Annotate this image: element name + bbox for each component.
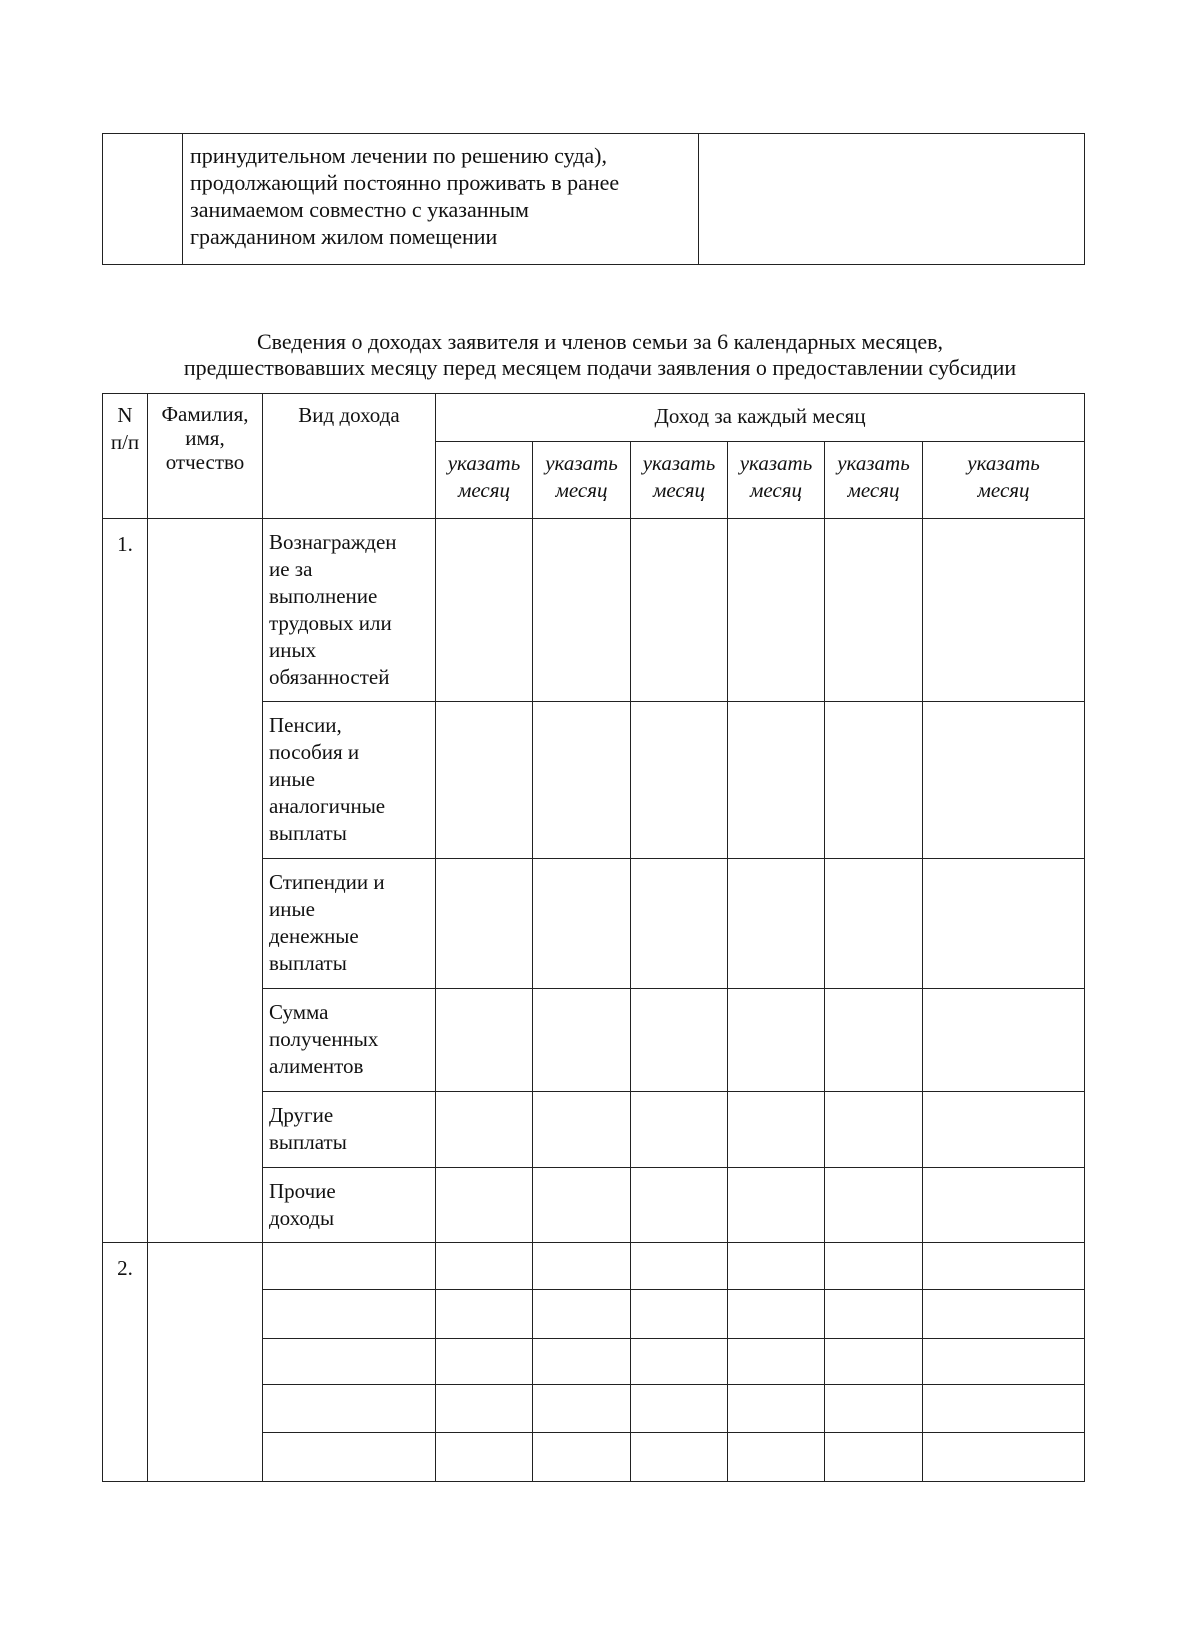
month-label-line: месяц: [555, 478, 608, 502]
continuation-table: [102, 133, 1085, 265]
income-value-cell[interactable]: [436, 989, 533, 1092]
income-kind-line: Другие: [269, 1103, 334, 1127]
income-value-cell[interactable]: [825, 1339, 923, 1385]
month-label-line: указать: [545, 451, 618, 475]
income-value-cell[interactable]: [533, 1290, 631, 1339]
member-name-cell[interactable]: [148, 1243, 263, 1482]
income-value-cell[interactable]: [533, 1385, 631, 1433]
income-value-cell[interactable]: [533, 1433, 631, 1482]
income-value-cell[interactable]: [631, 989, 728, 1092]
income-value-cell[interactable]: [533, 519, 631, 702]
income-value-cell[interactable]: [825, 989, 923, 1092]
income-kind-cell: [263, 989, 436, 1092]
income-value-cell[interactable]: [533, 1168, 631, 1243]
income-value-cell[interactable]: [436, 702, 533, 859]
income-value-cell[interactable]: [436, 859, 533, 989]
table-row: [103, 519, 1085, 702]
income-kind-line: Вознагражден: [269, 530, 397, 554]
income-value-cell[interactable]: [825, 1092, 923, 1168]
month-label-line: месяц: [847, 478, 900, 502]
income-value-cell[interactable]: [631, 1385, 728, 1433]
income-value-cell[interactable]: [631, 1433, 728, 1482]
income-kind-cell: [263, 859, 436, 989]
income-value-cell[interactable]: [436, 519, 533, 702]
income-kind-header: [263, 394, 436, 519]
heading-line-2: предшествовавших месяцу перед месяцем подачи заявления о предоставлении субсидии: [183, 355, 1017, 380]
month-header-6: [923, 442, 1085, 519]
income-value-cell[interactable]: [436, 1339, 533, 1385]
income-value-cell[interactable]: [533, 1243, 631, 1290]
income-kind-line: выплаты: [269, 951, 347, 975]
income-value-cell[interactable]: [923, 519, 1085, 702]
income-value-cell[interactable]: [728, 1243, 825, 1290]
income-value-cell[interactable]: [923, 1092, 1085, 1168]
income-value-cell[interactable]: [923, 1385, 1085, 1433]
income-value-cell[interactable]: [825, 519, 923, 702]
monthly-income-header: [436, 394, 1085, 442]
income-kind-cell: [263, 702, 436, 859]
continuation-number-cell: [103, 134, 183, 265]
income-value-cell[interactable]: [436, 1092, 533, 1168]
income-kind-line: аналогичные: [269, 794, 386, 818]
member-number: 2.: [117, 1256, 133, 1280]
member-number-cell: [103, 519, 148, 1243]
member-number: 1.: [117, 532, 133, 556]
income-kind-line: ие за: [269, 557, 313, 581]
income-kind-line: денежные: [269, 924, 359, 948]
income-kind-line: трудовых или: [269, 611, 392, 635]
income-kind-line: доходы: [269, 1206, 335, 1230]
income-value-cell[interactable]: [728, 989, 825, 1092]
month-header-4: [728, 442, 825, 519]
section-heading: [90, 329, 1110, 381]
income-kind-line: иных: [269, 638, 317, 662]
income-value-cell[interactable]: [728, 1385, 825, 1433]
income-value-cell[interactable]: [728, 859, 825, 989]
income-value-cell[interactable]: [923, 702, 1085, 859]
income-table: [102, 393, 1085, 1482]
income-value-cell[interactable]: [533, 989, 631, 1092]
income-kind-cell: [263, 1168, 436, 1243]
header-text: Доход за каждый месяц: [654, 404, 866, 428]
income-value-cell[interactable]: [923, 1290, 1085, 1339]
number-header: [103, 394, 148, 519]
income-value-cell[interactable]: [533, 702, 631, 859]
income-value-cell[interactable]: [436, 1168, 533, 1243]
continuation-value-cell: [699, 134, 1085, 265]
income-kind-line: выполнение: [269, 584, 378, 608]
income-value-cell[interactable]: [728, 702, 825, 859]
income-value-cell[interactable]: [631, 1168, 728, 1243]
header-text: Фамилия,: [161, 402, 249, 426]
month-label-line: месяц: [652, 478, 706, 502]
month-header-2: [533, 442, 631, 519]
income-value-cell[interactable]: [631, 519, 728, 702]
income-value-cell[interactable]: [533, 1339, 631, 1385]
income-value-cell[interactable]: [923, 1339, 1085, 1385]
income-value-cell[interactable]: [825, 859, 923, 989]
income-kind-line: полученных: [269, 1027, 379, 1051]
income-value-cell[interactable]: [825, 1290, 923, 1339]
income-value-cell[interactable]: [825, 1168, 923, 1243]
month-header-1: [436, 442, 533, 519]
income-value-cell[interactable]: [923, 1168, 1085, 1243]
income-value-cell[interactable]: [728, 1433, 825, 1482]
text-line: гражданином жилом помещении: [190, 224, 498, 249]
income-value-cell[interactable]: [825, 1433, 923, 1482]
income-kind-cell[interactable]: [263, 1290, 436, 1339]
month-label-line: указать: [642, 451, 716, 475]
income-value-cell[interactable]: [728, 519, 825, 702]
income-kind-line: иные: [269, 897, 315, 921]
income-value-cell[interactable]: [631, 1092, 728, 1168]
income-value-cell[interactable]: [631, 1339, 728, 1385]
text-line: принудительном лечении по решению суда),: [190, 143, 608, 168]
month-header-3: [631, 442, 728, 519]
income-kind-line: обязанностей: [269, 665, 390, 689]
income-value-cell[interactable]: [533, 859, 631, 989]
income-value-cell[interactable]: [825, 1243, 923, 1290]
member-number-cell: [103, 1243, 148, 1482]
income-value-cell[interactable]: [436, 1243, 533, 1290]
income-kind-line: алиментов: [269, 1054, 364, 1078]
income-kind-line: пособия и: [269, 740, 360, 764]
income-value-cell[interactable]: [533, 1092, 631, 1168]
income-value-cell[interactable]: [728, 1290, 825, 1339]
income-value-cell[interactable]: [436, 1385, 533, 1433]
header-text: п/п: [110, 430, 140, 454]
member-name-cell[interactable]: [148, 519, 263, 1243]
income-kind-cell[interactable]: [263, 1385, 436, 1433]
income-value-cell[interactable]: [631, 1243, 728, 1290]
month-label-line: указать: [967, 451, 1040, 475]
income-kind-line: выплаты: [269, 821, 347, 845]
month-header-5: [825, 442, 923, 519]
income-kind-line: Сумма: [269, 1000, 329, 1024]
income-kind-line: Прочие: [269, 1179, 336, 1203]
income-value-cell[interactable]: [728, 1092, 825, 1168]
income-value-cell[interactable]: [631, 702, 728, 859]
income-value-cell[interactable]: [631, 859, 728, 989]
income-kind-line: иные: [269, 767, 315, 791]
continuation-text-cell: [183, 134, 699, 265]
income-value-cell[interactable]: [436, 1290, 533, 1339]
income-value-cell[interactable]: [436, 1433, 533, 1482]
month-label-line: указать: [837, 451, 910, 475]
income-value-cell[interactable]: [923, 859, 1085, 989]
heading-line-1: Сведения о доходах заявителя и членов семьи за 6 календарных месяцев,: [257, 329, 943, 354]
text-line: продолжающий постоянно проживать в ранее: [190, 170, 620, 195]
income-kind-cell[interactable]: [263, 1243, 436, 1290]
month-label-line: месяц: [977, 478, 1030, 502]
income-kind-cell[interactable]: [263, 1433, 436, 1482]
income-value-cell[interactable]: [923, 1433, 1085, 1482]
income-value-cell[interactable]: [825, 702, 923, 859]
month-label-line: месяц: [749, 478, 803, 502]
income-value-cell[interactable]: [923, 1243, 1085, 1290]
income-kind-line: выплаты: [269, 1130, 347, 1154]
income-kind-cell[interactable]: [263, 1339, 436, 1385]
text-line: занимаемом совместно с указанным: [190, 197, 529, 222]
income-value-cell[interactable]: [728, 1339, 825, 1385]
header-text: Вид дохода: [298, 403, 400, 427]
name-header: [148, 394, 263, 519]
income-value-cell[interactable]: [728, 1168, 825, 1243]
income-kind-cell: [263, 519, 436, 702]
month-label-line: указать: [739, 451, 813, 475]
header-text: имя,: [185, 426, 225, 450]
income-value-cell[interactable]: [923, 989, 1085, 1092]
header-text: N: [117, 403, 133, 427]
header-text: отчество: [165, 450, 245, 474]
month-label-line: месяц: [457, 478, 511, 502]
month-label-line: указать: [447, 451, 521, 475]
table-row: [103, 1243, 1085, 1290]
income-kind-line: Стипендии и: [269, 870, 385, 894]
income-value-cell[interactable]: [825, 1385, 923, 1433]
income-kind-line: Пенсии,: [269, 713, 342, 737]
income-kind-cell: [263, 1092, 436, 1168]
income-value-cell[interactable]: [631, 1290, 728, 1339]
